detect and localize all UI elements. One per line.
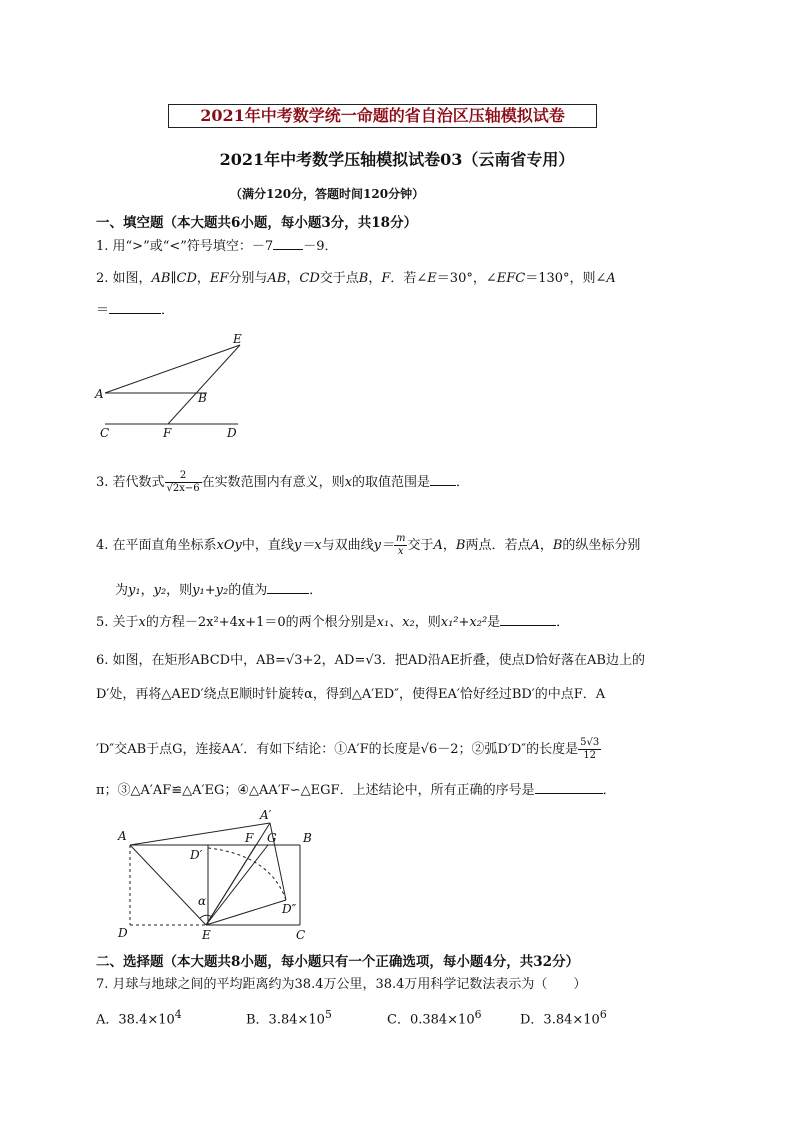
label-D-prime: D′ — [190, 848, 203, 862]
exam-series-banner: 2021年中考数学统一命题的省自治区压轴模拟试卷 — [168, 104, 597, 128]
parallel-lines-figure — [90, 330, 260, 445]
section-choice-heading: 二、选择题（本大题共8小题，每小题只有一个正确选项，每小题4分，共32分） — [96, 954, 580, 970]
answer-blank[interactable] — [109, 300, 161, 314]
label-D: D — [227, 426, 237, 440]
question-7: 7. 月球与地球之间的平均距离约为38.4万公里，38.4万用科学记数法表示为（ ） — [96, 977, 587, 992]
answer-blank[interactable] — [267, 580, 309, 594]
exam-subtitle: （满分120分，答题时间120分钟） — [230, 187, 425, 201]
label-A-prime: A′ — [260, 808, 272, 822]
question-4: 4. 在平面直角坐标系xOy中，直线y＝x与双曲线y＝ $\frac{m}{x}$ 交于A，B两点．若点A，B的纵坐标分别 — [96, 533, 641, 557]
option-b[interactable]: B．$3.84\times 10^5$ — [246, 1008, 332, 1028]
question-7-options — [96, 1008, 696, 1028]
label-A: A — [118, 829, 127, 843]
question-6-line-2: D′处，再将△AED′绕点E顺时针旋转α，得到△A′ED″，使得EA′恰好经过BD′的中点F．A — [96, 687, 606, 702]
question-2-line-2: ＝ ． — [96, 300, 174, 320]
answer-blank[interactable] — [500, 612, 556, 626]
question-5: 5. 关于x的方程－2x²+4x+1＝0的两个根分别是x₁、x₂，则x₁²+x₂²是 ． — [96, 612, 569, 632]
option-c[interactable]: C．$0.384\times 10^6$ — [387, 1008, 482, 1028]
label-B: B — [198, 391, 207, 405]
fraction: $\frac{5√3}{12}$ — [580, 737, 600, 761]
label-D-double-prime: D″ — [282, 902, 297, 916]
label-A: A — [95, 387, 104, 401]
answer-blank[interactable] — [535, 780, 603, 794]
question-6-line-4: π；③△A′AF≌△A′EG；④△AA′F∽△EGF．上述结论中，所有正确的序号是 ． — [96, 780, 616, 800]
question-6-line-3: ′D″交AB于点G，连接AA′．有如下结论：①A′F的长度是√6－2；②弧D′D″的长度是 $\frac{5√3}{12}$ — [96, 737, 600, 761]
label-F: F — [163, 426, 172, 440]
label-C: C — [100, 426, 110, 440]
label-E: E — [202, 928, 211, 942]
label-E: E — [233, 332, 242, 346]
answer-blank[interactable] — [273, 236, 303, 250]
label-D: D — [118, 926, 128, 940]
answer-blank[interactable] — [430, 472, 456, 486]
label-B: B — [303, 831, 312, 845]
fraction: $\frac{2}{√2x-6}$ — [166, 470, 200, 494]
section-fill-in-heading: 一、填空题（本大题共6小题，每小题3分，共18分） — [96, 215, 418, 231]
label-F: F — [245, 831, 254, 845]
rectangle-fold-rotation-figure — [110, 805, 325, 945]
question-1: 1. 用“>”或“<”符号填空：－7 －9． — [96, 236, 337, 256]
question-6-line-1: 6. 如图，在矩形ABCD中，AB=√3+2，AD=√3．把AD沿AE折叠，使点D恰好落在AB边上的 — [96, 653, 645, 668]
label-G: G — [267, 831, 277, 845]
option-a[interactable]: A．$38.4\times 10^4$ — [96, 1008, 182, 1028]
question-2: 2. 如图，AB∥CD，EF分别与AB，CD交于点B，F．若∠E＝30°，∠EFC＝130°，则∠A — [96, 271, 616, 286]
label-C: C — [296, 928, 306, 942]
label-alpha: α — [198, 894, 207, 908]
fraction: $\frac{m}{x}$ — [395, 533, 406, 557]
question-3: 3. 若代数式 $\frac{2}{√2x-6}$ 在实数范围内有意义，则x的取值范围是 ． — [96, 470, 470, 494]
option-d[interactable]: D．$3.84\times 10^6$ — [520, 1008, 607, 1028]
page-title: 2021年中考数学压轴模拟试卷03（云南省专用） — [219, 150, 575, 169]
question-4-line-2: 为y₁，y₂，则y₁+y₂的值为 ． — [115, 580, 322, 600]
